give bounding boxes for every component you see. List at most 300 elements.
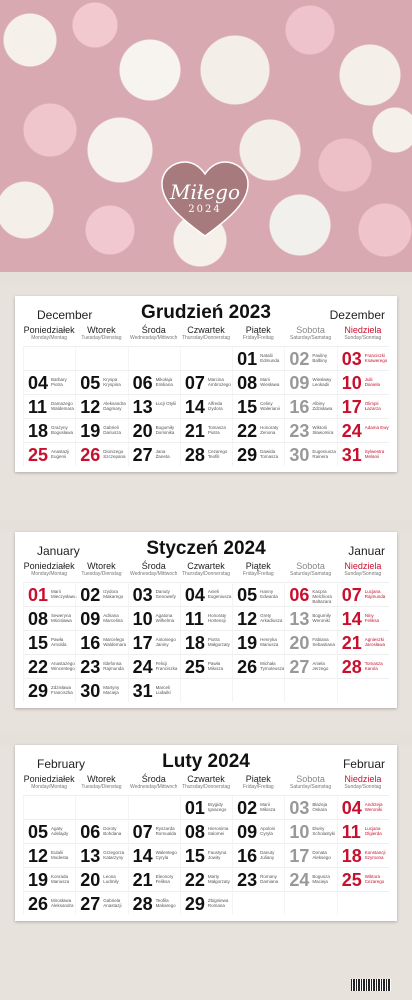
nameday: Anastazego Wincentego [51,661,75,671]
day-cell [180,394,232,418]
day-number: 18 [184,633,205,653]
heart-script: Miłego [169,179,241,204]
day-number: 04 [184,585,205,605]
nameday: Zdzisława Franciszka [51,685,73,695]
day-cell [23,795,75,819]
day-number: 20 [132,421,153,441]
nameday: Konstancji Szymona [364,850,386,860]
weekday-name: Niedziela [344,325,382,335]
day-cell [23,654,75,678]
day-cell [337,370,389,394]
day-number: 20 [289,633,310,653]
day-cell [180,606,232,630]
weekday-sub: Wednesday/Mittwoch [129,784,178,790]
day-cell [75,346,127,370]
nameday: Marcina Ambrożego [207,377,231,387]
day-cell [128,582,180,606]
nameday: Wiesławy Leokadii [312,377,332,387]
day-number: 10 [341,373,362,393]
day-cell [128,843,180,867]
weekday-name: Czwartek [187,561,225,571]
nameday: Bogumiły Weroniki [312,613,331,623]
day-number: 24 [132,657,153,677]
nameday: Hanny Edwarda [260,589,278,599]
weekday-sub: Monday/Montag [31,571,68,577]
nameday: Błażeja Oskara [312,802,328,812]
nameday: Sylwestra Melanii [364,449,385,459]
nameday: Pauliny Balbiny [312,353,328,363]
day-grid [15,346,397,472]
day-cell [128,346,180,370]
day-cell [232,819,284,843]
day-cell [232,654,284,678]
day-cell [337,867,389,891]
nameday: Grety Arkadiusza [260,613,283,623]
day-cell [75,867,127,891]
nameday: Henryka Mariusza [260,637,279,647]
day-cell [284,582,336,606]
day-number: 06 [289,585,310,605]
weekday-name: Środa [141,774,166,784]
day-cell [75,678,127,702]
nameday: Honoraty Zenona [260,425,279,435]
weekday-row [15,326,397,346]
day-cell [128,370,180,394]
weekday-name: Środa [141,325,166,335]
month-title: Styczeń 2024 [146,538,266,559]
day-cell [128,819,180,843]
day-cell [180,370,232,394]
day-number: 07 [184,373,205,393]
day-number: 02 [289,349,310,369]
day-cell [75,654,127,678]
day-cell [337,394,389,418]
day-cell [23,346,75,370]
day-number: 27 [132,445,153,465]
nameday: Dawida Tomasza [260,449,279,459]
weekday-sub: Tuesday/Dienstag [81,335,122,341]
day-cell [180,442,232,466]
weekday-sub: Sunday/Sonntag [344,571,382,577]
nameday: Pawła Miłosza [207,661,224,671]
day-cell [75,606,127,630]
day-number: 08 [237,373,258,393]
day-number: 19 [237,633,258,653]
day-cell [23,843,75,867]
day-number: 31 [341,445,362,465]
day-number: 29 [184,894,205,914]
nameday: Agaty Adelajdy [51,826,69,836]
weekday-sub: Sunday/Sonntag [344,335,382,341]
day-number: 11 [184,609,204,629]
month-name-de: Dezember [329,308,385,322]
day-number: 08 [28,609,49,629]
nameday: Łucji Otylii [155,401,177,406]
nameday: Damazego Waldemara [51,401,74,411]
weekday-header [337,775,389,795]
day-number: 03 [341,349,362,369]
nameday: Agnieszki Jarosława [364,637,385,647]
day-cell [75,843,127,867]
day-number: 22 [28,657,49,677]
day-cell [75,394,127,418]
day-number: 21 [184,421,205,441]
weekday-header [232,775,284,795]
nameday: Wiktorii Sławomira [312,425,334,435]
nameday: Eleonory Feliksa [155,874,174,884]
day-number: 29 [237,445,258,465]
day-grid [15,582,397,708]
day-cell [232,606,284,630]
day-number: 21 [341,633,362,653]
nameday: Gabriela Anastazji [103,898,122,908]
day-cell [75,795,127,819]
day-cell [180,867,232,891]
day-cell [23,418,75,442]
weekday-header [180,562,232,582]
nameday: Honoraty Hortensji [207,613,227,623]
weekday-sub: Saturday/Samstag [289,571,332,577]
month-name-en: December [37,308,93,322]
weekday-header [337,562,389,582]
nameday: Lucjana Rajmunda [364,589,386,599]
day-cell [180,582,232,606]
weekday-header [128,326,180,346]
nameday: Olimpii Łazarza [364,401,381,411]
day-number: 10 [289,822,310,842]
day-number: 15 [237,397,258,417]
day-number: 25 [341,870,362,890]
nameday: Anastazji Eugenii [51,449,70,459]
nameday: Aniela Jerzego [312,661,329,671]
day-number: 09 [237,822,258,842]
day-number: 28 [132,894,153,914]
weekday-name: Sobota [296,774,325,784]
weekday-sub: Tuesday/Dienstag [81,571,122,577]
nameday: Grzegorza Katarzyny [103,850,125,860]
day-number: 13 [132,397,153,417]
day-number: 07 [341,585,362,605]
nameday: Marceli Ludwiki [155,685,171,695]
nameday: Andrzeja Weroniki [364,802,383,812]
day-number: 11 [341,822,361,842]
day-number: 12 [80,397,101,417]
nameday: Anieli Eugeniusza [207,589,232,599]
heart-badge [160,160,250,240]
day-cell [75,630,127,654]
nameday: Natalii Edmunda [260,353,280,363]
day-number: 19 [80,421,101,441]
day-number: 28 [341,657,362,677]
day-cell [337,606,389,630]
weekday-sub: Monday/Montag [31,335,68,341]
nameday: Seweryna Mścisława [51,613,72,623]
day-number: 22 [184,870,205,890]
nameday: Eugeniusza Rainera [312,449,336,459]
weekday-name: Niedziela [344,774,382,784]
day-number: 08 [184,822,205,842]
weekday-sub: Monday/Montag [31,784,68,790]
weekday-name: Niedziela [344,561,382,571]
weekday-header [23,326,75,346]
nameday: Marii Miłosza [260,802,276,812]
month-sheet [15,296,397,472]
day-cell [337,442,389,466]
weekday-header [180,775,232,795]
day-number: 26 [237,657,258,677]
day-number: 27 [289,657,310,677]
day-number: 29 [28,681,49,701]
day-number: 28 [184,445,205,465]
weekday-sub: Thursday/Donnerstag [181,335,231,341]
weekday-name: Czwartek [187,774,225,784]
day-cell [23,678,75,702]
weekday-name: Sobota [296,561,325,571]
day-number: 07 [132,822,153,842]
weekday-header [128,775,180,795]
day-number: 03 [289,798,310,818]
weekday-header [180,326,232,346]
day-cell [75,891,127,915]
nameday: Donata Aleksego [312,850,331,860]
day-cell [23,891,75,915]
nameday: Apoloni Cyryla [260,826,276,836]
day-cell [337,582,389,606]
day-number: 05 [80,373,101,393]
nameday: Lucjana Olgierda [364,826,382,836]
day-cell [232,442,284,466]
nameday: Piotra Małgorzaty [207,637,230,647]
weekday-name: Poniedziałek [23,774,75,784]
weekday-header [23,775,75,795]
day-cell [180,654,232,678]
day-number: 01 [28,585,49,605]
day-number: 04 [28,373,49,393]
day-cell [232,891,284,915]
day-cell [284,654,336,678]
day-number: 17 [132,633,153,653]
day-number: 04 [341,798,362,818]
weekday-header [75,326,127,346]
day-cell [128,654,180,678]
nameday: Albiny Zdzisława [312,401,333,411]
nameday: Ildefonsa Rajmunda [103,661,124,671]
day-cell [180,418,232,442]
day-cell [180,795,232,819]
month-sheet [15,532,397,708]
nameday: Bogumiły Dominika [155,425,175,435]
nameday: Mikołaja Emiliana [155,377,173,387]
nameday: Zbigniewa Romana [207,898,229,908]
day-cell [23,606,75,630]
nameday: Wiktora Cezarego [364,874,385,884]
nameday: Adriana Marcelina [103,613,123,623]
day-cell [180,891,232,915]
weekday-header [75,562,127,582]
day-number: 22 [237,421,258,441]
weekday-row [15,562,397,582]
nameday: Martyny Macieja [103,685,120,695]
nameday: Leona Ludmiły [103,874,119,884]
day-number: 13 [289,609,310,629]
heart-year: 2024 [188,203,222,215]
month-title: Grudzień 2023 [141,302,271,323]
nameday: Jana Żaneta [155,449,170,459]
day-cell [75,582,127,606]
day-number: 15 [28,633,49,653]
month-title: Luty 2024 [162,751,250,772]
nameday: Ryszarda Romualda [155,826,177,836]
day-cell [337,795,389,819]
weekday-row [15,775,397,795]
month-name-en: January [37,544,80,558]
nameday: Tomasza Karola [364,661,383,671]
day-number: 17 [341,397,362,417]
day-number: 13 [80,846,101,866]
day-number: 02 [237,798,258,818]
nameday: Antoniego Janiny [155,637,176,647]
weekday-sub: Sunday/Sonntag [344,784,382,790]
weekday-sub: Thursday/Donnerstag [181,784,231,790]
day-cell [284,867,336,891]
month-name-en: February [37,757,86,771]
weekday-sub: Friday/Freitag [242,784,274,790]
weekday-sub: Wednesday/Mittwoch [129,335,178,341]
nameday: Celiny Walerianii [260,401,280,411]
weekday-sub: Saturday/Samstag [289,784,332,790]
month-name-de: Februar [342,757,385,771]
weekday-header [337,326,389,346]
nameday: Danuty Genowefy [155,589,176,599]
weekday-name: Sobota [296,325,325,335]
day-number: 26 [28,894,49,914]
day-number: 21 [132,870,153,890]
day-cell [337,630,389,654]
day-number: 16 [80,633,101,653]
weekday-sub: Saturday/Samstag [289,335,332,341]
day-number: 05 [237,585,258,605]
day-number: 18 [28,421,49,441]
nameday: Cezarego Teofili [207,449,228,459]
day-number: 26 [80,445,101,465]
weekday-header [284,326,336,346]
day-cell [128,678,180,702]
day-cell [284,819,336,843]
nameday: Eulalii Modesta [51,850,69,860]
day-cell [180,843,232,867]
nameday: Konrada Mariusza [51,874,70,884]
day-number: 09 [80,609,101,629]
day-cell [284,346,336,370]
day-cell [284,795,336,819]
weekday-sub: Thursday/Donnerstag [181,571,231,577]
day-cell [337,819,389,843]
day-cell [284,678,336,702]
day-cell [337,654,389,678]
divider-strip [0,520,412,532]
day-cell [232,394,284,418]
day-cell [75,819,127,843]
day-number: 01 [184,798,205,818]
nameday: Teofila Makarego [155,898,176,908]
day-cell [284,394,336,418]
day-number: 06 [132,373,153,393]
day-cell [284,843,336,867]
day-number: 25 [184,657,205,677]
nameday: Tomasza Piotra [207,425,226,435]
month-header [15,745,397,775]
nameday: Izydora Makarego [103,589,124,599]
day-cell [232,678,284,702]
day-number: 24 [341,421,362,441]
day-cell [128,630,180,654]
day-cell [337,418,389,442]
day-cell [23,867,75,891]
nameday: Elwiry Scholastyki [312,826,336,836]
nameday: Marcelego Waldemara [103,637,127,647]
nameday: Pawła Arnolda [51,637,67,647]
day-cell [337,891,389,915]
weekday-name: Wtorek [87,325,116,335]
day-cell [23,582,75,606]
day-number: 23 [289,421,310,441]
day-number: 06 [80,822,101,842]
day-cell [180,819,232,843]
divider-strip [0,272,412,284]
day-number: 11 [28,397,48,417]
barcode [351,979,391,991]
nameday: Brygidy Ignacego [207,802,227,812]
day-cell [128,442,180,466]
day-cell [232,418,284,442]
day-cell [232,346,284,370]
nameday: Danuty Juliany [260,850,275,860]
nameday: Franciszki Ksawerego [364,353,388,363]
day-cell [232,582,284,606]
day-cell [284,891,336,915]
weekday-name: Wtorek [87,561,116,571]
day-cell [128,795,180,819]
day-number: 09 [289,373,310,393]
day-cell [128,418,180,442]
day-number: 03 [132,585,153,605]
weekday-sub: Wednesday/Mittwoch [129,571,178,577]
nameday: Grażyny Bogusława [51,425,74,435]
nameday: Romany Damiana [260,874,279,884]
day-cell [284,442,336,466]
day-number: 27 [80,894,101,914]
weekday-header [284,562,336,582]
weekday-sub: Friday/Freitag [242,571,274,577]
weekday-name: Środa [141,561,166,571]
day-cell [232,843,284,867]
day-grid [15,795,397,921]
day-number: 01 [237,349,258,369]
day-cell [128,891,180,915]
day-number: 15 [184,846,205,866]
day-number: 10 [132,609,153,629]
weekday-name: Piątek [245,774,271,784]
day-cell [180,630,232,654]
day-cell [232,370,284,394]
day-cell [337,678,389,702]
weekday-header [232,326,284,346]
day-cell [284,418,336,442]
weekday-name: Poniedziałek [23,325,75,335]
nameday: Fabiana Sebastiana [312,637,335,647]
nameday: Michała Tymoteusza [260,661,285,671]
nameday: Barbary Piotra [51,377,67,387]
